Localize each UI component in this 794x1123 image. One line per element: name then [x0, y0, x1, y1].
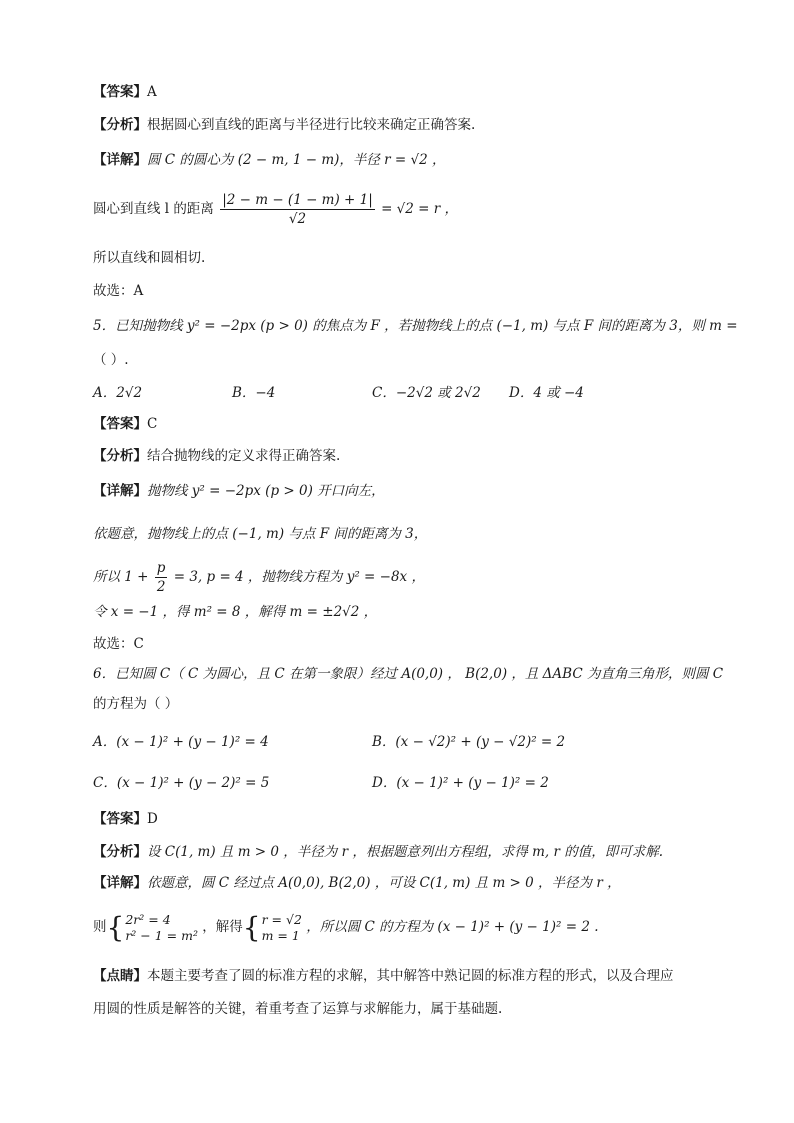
- answer-value: D: [147, 811, 158, 827]
- detail-text-2: 依题意，抛物线上的点 (−1, m) 与点 F 间的距离为 3，: [93, 526, 428, 542]
- option-d: D．4 或 −4: [509, 385, 584, 401]
- analysis-tag: 【分析】: [93, 844, 147, 860]
- conclusion-line: [93, 248, 734, 268]
- distance-fraction: [220, 191, 375, 228]
- option-a: A．(x − 1)² + (y − 1)² = 4: [93, 734, 269, 750]
- fraction-numerator: |2 − m − (1 − m) + 1|: [222, 192, 373, 208]
- question-6-stem-cont: [93, 694, 734, 714]
- distance-line: [93, 190, 734, 228]
- detail-line: [93, 873, 734, 893]
- detail-post: = 3, p = 4 ，抛物线方程为 y² = −8x ，: [173, 569, 425, 585]
- fraction-denominator: √2: [288, 211, 307, 227]
- option-c: C．(x − 1)² + (y − 2)² = 5: [93, 775, 270, 791]
- analysis-text: 设 C(1, m) 且 m > 0 ，半径为 r ，根据题意列出方程组，求得 m, r 的值，即可求解.: [147, 844, 664, 860]
- distance-post: = √2 = r ，: [381, 201, 459, 217]
- choose-line: [93, 634, 734, 654]
- question-6-text-cont: 的方程为（ ）: [93, 696, 179, 712]
- option-b: B．(x − √2)² + (y − √2)² = 2: [372, 734, 566, 750]
- choose-text: 故选：C: [93, 636, 144, 652]
- equation: r = √2: [261, 911, 302, 927]
- answer-value: A: [147, 84, 157, 100]
- equation: m = 1: [261, 927, 300, 943]
- p-over-2-fraction: [155, 559, 168, 596]
- equation-system-2: [262, 912, 302, 944]
- question-5-stem: [93, 316, 738, 336]
- analysis-tag: 【分析】: [93, 117, 147, 133]
- detail-line-3: [93, 558, 734, 596]
- detail-line: [93, 150, 734, 170]
- analysis-text: 根据圆心到直线的距离与半径进行比较来确定正确答案.: [147, 117, 476, 133]
- option-d: D．(x − 1)² + (y − 1)² = 2: [372, 775, 549, 791]
- left-brace: {: [242, 910, 261, 944]
- option-a: A．2√2: [93, 385, 143, 401]
- fraction-denominator: 2: [156, 579, 166, 595]
- analysis-text: 结合抛物线的定义求得正确答案.: [147, 448, 341, 464]
- comment-text-2: 用圆的性质是解答的关键，着重考查了运算与求解能力，属于基础题.: [93, 1001, 503, 1017]
- question-5-text: 5．已知抛物线 y² = −2px (p > 0) 的焦点为 F ，若抛物线上的点 (−1, m) 与点 F 间的距离为 3，则 m =: [93, 318, 738, 334]
- option-b: B．−4: [232, 385, 276, 401]
- system-line: [93, 905, 734, 949]
- system-mid: ，解得: [202, 919, 243, 935]
- answer-tag: 【答案】: [93, 811, 147, 827]
- detail-text: 圆 C 的圆心为 (2 − m, 1 − m)，半径 r = √2 ，: [147, 152, 446, 168]
- analysis-line: [93, 115, 734, 135]
- detail-line-2: [93, 524, 734, 544]
- system-pre: 则: [93, 919, 107, 935]
- choose-line: [93, 281, 734, 301]
- detail-tag: 【详解】: [93, 152, 147, 168]
- question-5-text-cont: （ ）.: [93, 352, 129, 368]
- answer-tag: 【答案】: [93, 84, 147, 100]
- answer-line: [93, 809, 734, 829]
- choose-text: 故选：A: [93, 283, 144, 299]
- detail-text: 依题意，圆 C 经过点 A(0,0), B(2,0) ，可设 C(1, m) 且 m > 0 ，半径为 r ，: [147, 875, 621, 891]
- answer-line: [93, 82, 734, 102]
- analysis-line: [93, 842, 734, 862]
- answer-value: C: [147, 416, 158, 432]
- conclusion-text: 所以直线和圆相切.: [93, 250, 206, 266]
- detail-text: 抛物线 y² = −2px (p > 0) 开口向左，: [147, 483, 385, 499]
- fraction-numerator: p: [156, 560, 166, 576]
- equation-system-1: [125, 912, 198, 944]
- detail-line: [93, 481, 734, 501]
- detail-pre: 所以 1 +: [93, 569, 149, 585]
- question-5-stem-cont: [93, 350, 734, 370]
- comment-text: 本题主要考查了圆的标准方程的求解，其中解答中熟记圆的标准方程的形式，以及合理应: [147, 968, 674, 984]
- system-post: ，所以圆 C 的方程为 (x − 1)² + (y − 1)² = 2 .: [306, 919, 599, 935]
- option-c: C．−2√2 或 2√2: [372, 385, 481, 401]
- answer-line: [93, 414, 734, 434]
- analysis-line: [93, 446, 734, 466]
- equation: r² − 1 = m²: [125, 927, 198, 943]
- question-6-text: 6．已知圆 C（ C 为圆心，且 C 在第一象限）经过 A(0,0) ， B(2,0) ，且 ΔABC 为直角三角形，则圆 C: [93, 666, 724, 682]
- distance-pre: 圆心到直线 l 的距离: [93, 201, 214, 217]
- answer-tag: 【答案】: [93, 416, 147, 432]
- detail-tag: 【详解】: [93, 483, 147, 499]
- equation: 2r² = 4: [125, 911, 171, 927]
- detail-text-4: 令 x = −1 ，得 m² = 8 ，解得 m = ±2√2 ，: [93, 604, 378, 620]
- comment-line-2: [93, 999, 734, 1019]
- question-6-stem: [93, 664, 734, 684]
- comment-tag: 【点睛】: [93, 968, 147, 984]
- detail-line-4: [93, 602, 734, 622]
- analysis-tag: 【分析】: [93, 448, 147, 464]
- comment-line: [93, 966, 734, 986]
- left-brace: {: [106, 910, 125, 944]
- detail-tag: 【详解】: [93, 875, 147, 891]
